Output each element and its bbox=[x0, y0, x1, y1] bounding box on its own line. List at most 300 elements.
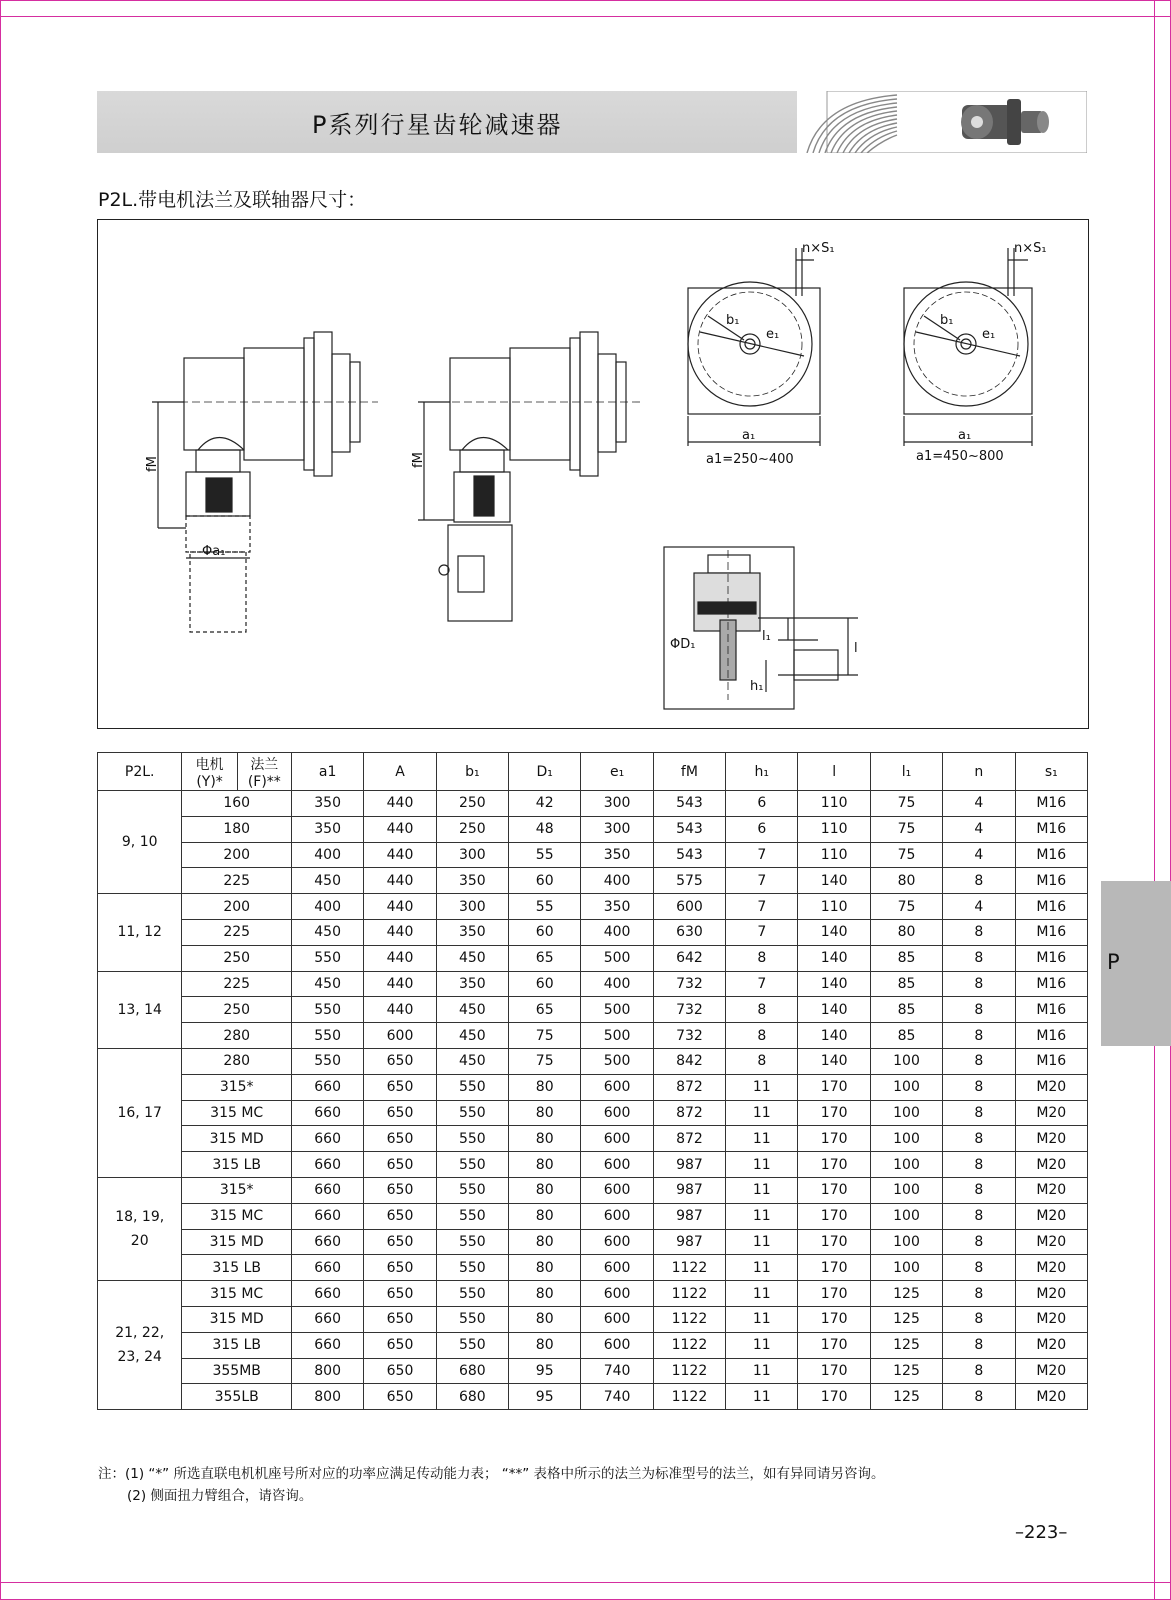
table-cell: 170 bbox=[798, 1177, 870, 1203]
table-cell: 650 bbox=[364, 1281, 436, 1307]
motor-flange-cell: 315 MD bbox=[182, 1126, 292, 1152]
table-cell: 100 bbox=[870, 1074, 942, 1100]
table-cell: M16 bbox=[1015, 1048, 1087, 1074]
table-cell: 350 bbox=[436, 919, 508, 945]
motor-flange-cell: 315 MC bbox=[182, 1100, 292, 1126]
table-cell: 170 bbox=[798, 1203, 870, 1229]
table-cell: 8 bbox=[943, 1048, 1015, 1074]
table-cell: 660 bbox=[291, 1203, 363, 1229]
table-cell: 80 bbox=[509, 1126, 581, 1152]
table-cell: 842 bbox=[653, 1048, 725, 1074]
table-cell: 600 bbox=[581, 1332, 653, 1358]
table-cell: 440 bbox=[364, 842, 436, 868]
table-cell: 8 bbox=[943, 1281, 1015, 1307]
table-cell: 660 bbox=[291, 1100, 363, 1126]
page-title: P系列行星齿轮减速器 bbox=[312, 111, 563, 139]
table-cell: 600 bbox=[581, 1126, 653, 1152]
table-cell: 100 bbox=[870, 1177, 942, 1203]
table-cell: 170 bbox=[798, 1074, 870, 1100]
header-col: n bbox=[943, 753, 1015, 791]
table-cell: 300 bbox=[436, 894, 508, 920]
table-cell: 350 bbox=[581, 842, 653, 868]
table-cell: 11 bbox=[726, 1152, 798, 1178]
table-cell: 987 bbox=[653, 1229, 725, 1255]
motor-flange-cell: 200 bbox=[182, 842, 292, 868]
table-cell: 8 bbox=[943, 1358, 1015, 1384]
table-cell: 8 bbox=[943, 1229, 1015, 1255]
table-cell: 8 bbox=[726, 997, 798, 1023]
table-cell: 170 bbox=[798, 1384, 870, 1410]
table-cell: 1122 bbox=[653, 1332, 725, 1358]
table-cell: 60 bbox=[509, 919, 581, 945]
table-cell: 630 bbox=[653, 919, 725, 945]
table-cell: M16 bbox=[1015, 816, 1087, 842]
table-cell: 75 bbox=[509, 1048, 581, 1074]
reducer-side-view-2 bbox=[418, 332, 643, 621]
table-cell: 85 bbox=[870, 945, 942, 971]
table-cell: 450 bbox=[436, 997, 508, 1023]
header-col: a1 bbox=[291, 753, 363, 791]
table-cell: 440 bbox=[364, 816, 436, 842]
table-row bbox=[98, 1255, 1088, 1281]
table-cell: 543 bbox=[653, 842, 725, 868]
table-row bbox=[98, 1358, 1088, 1384]
table-cell: 600 bbox=[581, 1229, 653, 1255]
table-cell: 100 bbox=[870, 1100, 942, 1126]
table-cell: 7 bbox=[726, 894, 798, 920]
table-cell: 800 bbox=[291, 1358, 363, 1384]
header-col: A bbox=[364, 753, 436, 791]
table-cell: 80 bbox=[509, 1306, 581, 1332]
table-row bbox=[98, 1074, 1088, 1100]
table-cell: 440 bbox=[364, 894, 436, 920]
table-cell: 85 bbox=[870, 997, 942, 1023]
motor-flange-cell: 180 bbox=[182, 816, 292, 842]
table-cell: 170 bbox=[798, 1229, 870, 1255]
table-cell: 740 bbox=[581, 1384, 653, 1410]
table-cell: 740 bbox=[581, 1358, 653, 1384]
table-cell: 8 bbox=[943, 971, 1015, 997]
motor-flange-cell: 315 MD bbox=[182, 1229, 292, 1255]
table-cell: 660 bbox=[291, 1152, 363, 1178]
motor-flange-cell: 225 bbox=[182, 919, 292, 945]
table-cell: 55 bbox=[509, 842, 581, 868]
table-cell: 4 bbox=[943, 816, 1015, 842]
table-row bbox=[98, 1152, 1088, 1178]
table-cell: 8 bbox=[943, 919, 1015, 945]
table-cell: 400 bbox=[291, 842, 363, 868]
coupling-l-label: l bbox=[854, 641, 858, 656]
table-row bbox=[98, 1100, 1088, 1126]
table-cell: 550 bbox=[436, 1281, 508, 1307]
motor-flange-cell: 280 bbox=[182, 1023, 292, 1049]
table-cell: 250 bbox=[436, 791, 508, 817]
flange-front-view-small bbox=[688, 248, 820, 446]
table-cell: 11 bbox=[726, 1281, 798, 1307]
table-cell: 80 bbox=[509, 1100, 581, 1126]
flange-small-e1-label: e₁ bbox=[766, 327, 780, 342]
table-cell: 8 bbox=[943, 868, 1015, 894]
table-row bbox=[98, 842, 1088, 868]
table-cell: 400 bbox=[581, 919, 653, 945]
table-cell: 660 bbox=[291, 1306, 363, 1332]
coupling-h1-label: h₁ bbox=[750, 679, 764, 694]
section-title: P2L.带电机法兰及联轴器尺寸： bbox=[98, 189, 367, 211]
table-cell: 100 bbox=[870, 1229, 942, 1255]
table-cell: 987 bbox=[653, 1203, 725, 1229]
motor-flange-cell: 315 LB bbox=[182, 1332, 292, 1358]
phi-a1-label: Φa₁ bbox=[202, 544, 226, 559]
table-cell: 8 bbox=[943, 1203, 1015, 1229]
table-cell: 440 bbox=[364, 997, 436, 1023]
table-cell: M16 bbox=[1015, 945, 1087, 971]
table-cell: 55 bbox=[509, 894, 581, 920]
motor-flange-cell: 315 MD bbox=[182, 1306, 292, 1332]
table-cell: 650 bbox=[364, 1384, 436, 1410]
table-cell: 500 bbox=[581, 997, 653, 1023]
table-cell: 170 bbox=[798, 1306, 870, 1332]
group-label: 16, 17 bbox=[98, 1048, 182, 1177]
table-cell: 6 bbox=[726, 816, 798, 842]
table-cell: M16 bbox=[1015, 791, 1087, 817]
group-label: 13, 14 bbox=[98, 971, 182, 1048]
motor-flange-cell: 355LB bbox=[182, 1384, 292, 1410]
table-cell: 450 bbox=[436, 1023, 508, 1049]
table-cell: 75 bbox=[870, 816, 942, 842]
table-cell: 660 bbox=[291, 1074, 363, 1100]
table-cell: 8 bbox=[943, 1074, 1015, 1100]
motor-flange-cell: 280 bbox=[182, 1048, 292, 1074]
table-cell: 8 bbox=[943, 1306, 1015, 1332]
table-cell: 550 bbox=[291, 1048, 363, 1074]
table-cell: 550 bbox=[436, 1100, 508, 1126]
table-cell: 650 bbox=[364, 1358, 436, 1384]
flange-small-nxs1-label: n×S₁ bbox=[802, 241, 835, 256]
group-label: 18, 19, 20 bbox=[98, 1177, 182, 1280]
drawing-box bbox=[97, 219, 1089, 729]
coupling-phid1-label: ΦD₁ bbox=[670, 637, 696, 652]
table-cell: 11 bbox=[726, 1203, 798, 1229]
table-cell: 650 bbox=[364, 1152, 436, 1178]
group-label: 21, 22, 23, 24 bbox=[98, 1281, 182, 1410]
table-row bbox=[98, 1023, 1088, 1049]
table-cell: 8 bbox=[943, 1152, 1015, 1178]
table-cell: 350 bbox=[291, 791, 363, 817]
table-cell: 660 bbox=[291, 1126, 363, 1152]
table-cell: 8 bbox=[943, 1126, 1015, 1152]
motor-flange-cell: 225 bbox=[182, 868, 292, 894]
table-cell: 95 bbox=[509, 1384, 581, 1410]
motor-flange-cell: 315 MC bbox=[182, 1281, 292, 1307]
table-cell: 400 bbox=[291, 894, 363, 920]
table-cell: 550 bbox=[436, 1126, 508, 1152]
table-cell: 600 bbox=[581, 1306, 653, 1332]
table-cell: 48 bbox=[509, 816, 581, 842]
table-cell: 660 bbox=[291, 1229, 363, 1255]
table-cell: 250 bbox=[436, 816, 508, 842]
table-cell: 600 bbox=[581, 1203, 653, 1229]
table-row bbox=[98, 919, 1088, 945]
fm-label-1: fM bbox=[145, 456, 160, 472]
table-row bbox=[98, 1126, 1088, 1152]
table-cell: 80 bbox=[509, 1332, 581, 1358]
table-cell: M16 bbox=[1015, 971, 1087, 997]
table-cell: 80 bbox=[509, 1281, 581, 1307]
table-cell: 170 bbox=[798, 1100, 870, 1126]
table-cell: M16 bbox=[1015, 1023, 1087, 1049]
table-cell: M20 bbox=[1015, 1229, 1087, 1255]
table-cell: 110 bbox=[798, 842, 870, 868]
table-cell: 8 bbox=[943, 1255, 1015, 1281]
table-cell: 11 bbox=[726, 1229, 798, 1255]
table-cell: 550 bbox=[436, 1255, 508, 1281]
table-cell: 125 bbox=[870, 1332, 942, 1358]
table-cell: 170 bbox=[798, 1281, 870, 1307]
table-cell: 550 bbox=[436, 1306, 508, 1332]
table-cell: 550 bbox=[436, 1074, 508, 1100]
table-cell: M20 bbox=[1015, 1281, 1087, 1307]
motor-flange-cell: 315* bbox=[182, 1177, 292, 1203]
table-cell: 42 bbox=[509, 791, 581, 817]
table-cell: 600 bbox=[653, 894, 725, 920]
table-cell: 4 bbox=[943, 894, 1015, 920]
table-cell: 80 bbox=[870, 919, 942, 945]
table-cell: M20 bbox=[1015, 1255, 1087, 1281]
table-header-row bbox=[98, 753, 1088, 791]
table-cell: 600 bbox=[581, 1255, 653, 1281]
table-row bbox=[98, 1332, 1088, 1358]
table-row bbox=[98, 791, 1088, 817]
table-cell: 450 bbox=[291, 868, 363, 894]
table-cell: 440 bbox=[364, 868, 436, 894]
table-row bbox=[98, 1177, 1088, 1203]
flange-large-nxs1-label: n×S₁ bbox=[1014, 241, 1047, 256]
table-cell: 450 bbox=[291, 919, 363, 945]
table-row bbox=[98, 1229, 1088, 1255]
table-cell: 11 bbox=[726, 1332, 798, 1358]
table-cell: 550 bbox=[291, 1023, 363, 1049]
table-cell: 95 bbox=[509, 1358, 581, 1384]
table-cell: 140 bbox=[798, 919, 870, 945]
table-cell: 543 bbox=[653, 816, 725, 842]
table-cell: M20 bbox=[1015, 1358, 1087, 1384]
table-cell: 7 bbox=[726, 971, 798, 997]
table-cell: M20 bbox=[1015, 1384, 1087, 1410]
table-cell: M16 bbox=[1015, 997, 1087, 1023]
table-row bbox=[98, 1048, 1088, 1074]
motor-flange-cell: 200 bbox=[182, 894, 292, 920]
table-cell: 170 bbox=[798, 1152, 870, 1178]
table-cell: 550 bbox=[436, 1332, 508, 1358]
table-cell: 650 bbox=[364, 1203, 436, 1229]
table-cell: 872 bbox=[653, 1126, 725, 1152]
header-col: l₁ bbox=[870, 753, 942, 791]
table-cell: 11 bbox=[726, 1384, 798, 1410]
table-cell: 110 bbox=[798, 791, 870, 817]
table-cell: 575 bbox=[653, 868, 725, 894]
table-cell: 550 bbox=[436, 1229, 508, 1255]
table-cell: 543 bbox=[653, 791, 725, 817]
flange-front-view-large bbox=[904, 248, 1032, 446]
table-cell: 8 bbox=[726, 1048, 798, 1074]
table-cell: 11 bbox=[726, 1306, 798, 1332]
technical-drawing bbox=[98, 220, 1088, 728]
table-cell: 550 bbox=[291, 997, 363, 1023]
table-row bbox=[98, 1384, 1088, 1410]
header-col: b₁ bbox=[436, 753, 508, 791]
table-cell: 65 bbox=[509, 997, 581, 1023]
table-cell: 140 bbox=[798, 997, 870, 1023]
header-col: D₁ bbox=[509, 753, 581, 791]
table-cell: 650 bbox=[364, 1332, 436, 1358]
table-cell: 440 bbox=[364, 945, 436, 971]
table-cell: 350 bbox=[436, 971, 508, 997]
fm-label-2: fM bbox=[411, 452, 426, 468]
table-cell: 550 bbox=[436, 1152, 508, 1178]
table-cell: 140 bbox=[798, 945, 870, 971]
table-cell: 8 bbox=[943, 1177, 1015, 1203]
table-cell: M20 bbox=[1015, 1152, 1087, 1178]
flange-small-range-label: a1=250~400 bbox=[706, 452, 794, 467]
table-cell: 125 bbox=[870, 1281, 942, 1307]
table-cell: 660 bbox=[291, 1332, 363, 1358]
table-cell: 600 bbox=[364, 1023, 436, 1049]
table-cell: 8 bbox=[943, 1384, 1015, 1410]
table-cell: 732 bbox=[653, 1023, 725, 1049]
header-motor: 电机 (Y)* bbox=[182, 753, 237, 791]
coupling-l1-label: l₁ bbox=[762, 629, 771, 644]
table-cell: M20 bbox=[1015, 1177, 1087, 1203]
table-cell: 80 bbox=[870, 868, 942, 894]
table-cell: 350 bbox=[436, 868, 508, 894]
table-cell: 11 bbox=[726, 1255, 798, 1281]
table-cell: 11 bbox=[726, 1358, 798, 1384]
table-cell: 7 bbox=[726, 868, 798, 894]
table-cell: 11 bbox=[726, 1100, 798, 1126]
table-cell: 600 bbox=[581, 1074, 653, 1100]
table-cell: M16 bbox=[1015, 842, 1087, 868]
table-cell: 60 bbox=[509, 868, 581, 894]
table-cell: 650 bbox=[364, 1074, 436, 1100]
table-cell: 110 bbox=[798, 816, 870, 842]
table-cell: 550 bbox=[291, 945, 363, 971]
group-label: 11, 12 bbox=[98, 894, 182, 971]
table-cell: 80 bbox=[509, 1074, 581, 1100]
table-cell: 600 bbox=[581, 1100, 653, 1126]
table-cell: 800 bbox=[291, 1384, 363, 1410]
table-cell: 872 bbox=[653, 1074, 725, 1100]
table-cell: 110 bbox=[798, 894, 870, 920]
reducer-side-view-1 bbox=[152, 332, 378, 632]
table-cell: 680 bbox=[436, 1358, 508, 1384]
table-cell: 100 bbox=[870, 1203, 942, 1229]
table-cell: 140 bbox=[798, 1023, 870, 1049]
table-cell: 140 bbox=[798, 1048, 870, 1074]
table-cell: M20 bbox=[1015, 1203, 1087, 1229]
table-cell: 8 bbox=[726, 945, 798, 971]
table-cell: 440 bbox=[364, 971, 436, 997]
table-cell: M20 bbox=[1015, 1100, 1087, 1126]
table-cell: 732 bbox=[653, 971, 725, 997]
header-stripes-graphic bbox=[767, 91, 1087, 153]
table-cell: M16 bbox=[1015, 919, 1087, 945]
header-p2l: P2L. bbox=[98, 753, 182, 791]
flange-large-a1-label: a₁ bbox=[958, 428, 972, 443]
table-cell: 6 bbox=[726, 791, 798, 817]
table-row bbox=[98, 971, 1088, 997]
table-cell: 75 bbox=[870, 842, 942, 868]
table-cell: 650 bbox=[364, 1229, 436, 1255]
table-cell: 60 bbox=[509, 971, 581, 997]
header-col: s₁ bbox=[1015, 753, 1087, 791]
table-cell: 650 bbox=[364, 1255, 436, 1281]
table-cell: 75 bbox=[509, 1023, 581, 1049]
table-cell: 642 bbox=[653, 945, 725, 971]
table-cell: 100 bbox=[870, 1255, 942, 1281]
trim-line-bottom bbox=[0, 1582, 1171, 1583]
table-cell: 987 bbox=[653, 1177, 725, 1203]
motor-flange-cell: 315 MC bbox=[182, 1203, 292, 1229]
table-cell: 7 bbox=[726, 842, 798, 868]
table-cell: M20 bbox=[1015, 1126, 1087, 1152]
motor-flange-cell: 250 bbox=[182, 945, 292, 971]
header-flange: 法兰 (F)** bbox=[237, 753, 291, 791]
table-cell: 350 bbox=[291, 816, 363, 842]
trim-line-right bbox=[1154, 0, 1155, 1600]
table-cell: 4 bbox=[943, 791, 1015, 817]
motor-flange-cell: 250 bbox=[182, 997, 292, 1023]
flange-small-b1-label: b₁ bbox=[726, 313, 740, 328]
group-label: 9, 10 bbox=[98, 791, 182, 894]
table-cell: 170 bbox=[798, 1332, 870, 1358]
table-cell: 450 bbox=[436, 945, 508, 971]
page-number: –223– bbox=[1015, 1522, 1068, 1543]
motor-flange-cell: 315 LB bbox=[182, 1152, 292, 1178]
table-cell: 170 bbox=[798, 1126, 870, 1152]
table-cell: 8 bbox=[726, 1023, 798, 1049]
flange-small-a1-label: a₁ bbox=[742, 428, 756, 443]
table-cell: 7 bbox=[726, 919, 798, 945]
table-cell: 500 bbox=[581, 1048, 653, 1074]
table-cell: 450 bbox=[291, 971, 363, 997]
table-cell: 660 bbox=[291, 1177, 363, 1203]
table-cell: M16 bbox=[1015, 868, 1087, 894]
table-cell: 500 bbox=[581, 1023, 653, 1049]
motor-flange-cell: 315* bbox=[182, 1074, 292, 1100]
dimension-table bbox=[97, 752, 1088, 1410]
table-cell: 600 bbox=[581, 1177, 653, 1203]
table-cell: 65 bbox=[509, 945, 581, 971]
table-cell: M20 bbox=[1015, 1074, 1087, 1100]
table-cell: 650 bbox=[364, 1048, 436, 1074]
table-row bbox=[98, 816, 1088, 842]
table-cell: 170 bbox=[798, 1358, 870, 1384]
table-cell: M20 bbox=[1015, 1332, 1087, 1358]
table-row bbox=[98, 1203, 1088, 1229]
table-cell: 1122 bbox=[653, 1306, 725, 1332]
table-cell: 1122 bbox=[653, 1358, 725, 1384]
table-cell: 987 bbox=[653, 1152, 725, 1178]
table-cell: 85 bbox=[870, 1023, 942, 1049]
motor-flange-cell: 225 bbox=[182, 971, 292, 997]
table-cell: 680 bbox=[436, 1384, 508, 1410]
table-cell: 450 bbox=[436, 1048, 508, 1074]
table-cell: 400 bbox=[581, 971, 653, 997]
table-cell: 550 bbox=[436, 1177, 508, 1203]
table-cell: 550 bbox=[436, 1203, 508, 1229]
table-row bbox=[98, 997, 1088, 1023]
table-cell: 300 bbox=[581, 816, 653, 842]
